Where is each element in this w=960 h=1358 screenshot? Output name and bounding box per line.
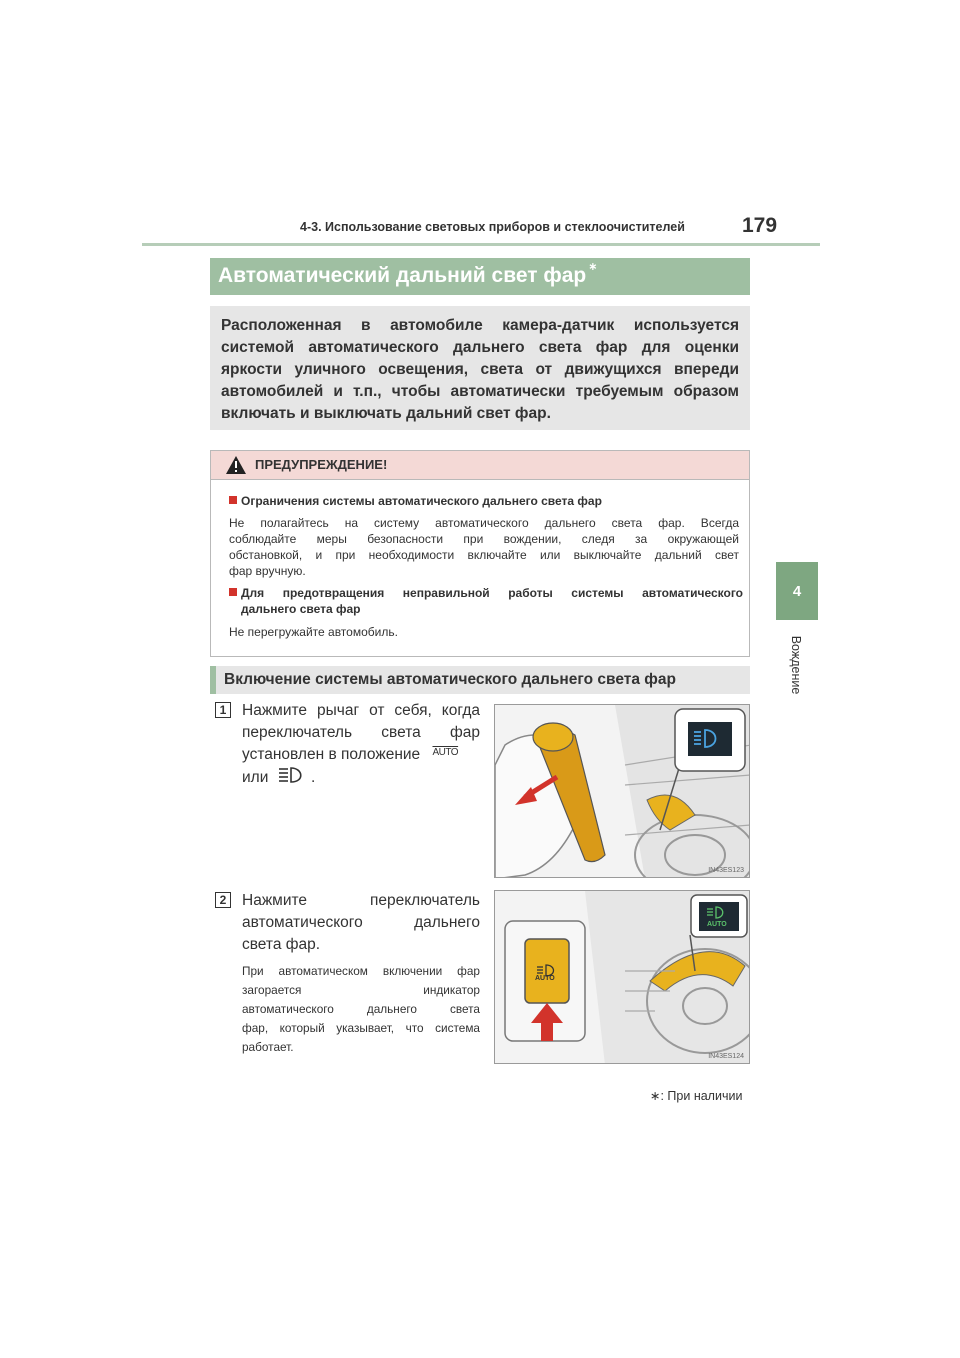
step-1-line: установлен в положение $^{AUTO}$ (242, 746, 459, 763)
warning-text-line: соблюдайте меры безопасности при вождении, следя за окружающей (229, 532, 739, 546)
step-1-line: или . (242, 766, 315, 789)
footnote: ∗: При наличии (650, 1089, 743, 1103)
page-number: 179 (742, 214, 778, 237)
warning-icon (225, 455, 247, 475)
button-illustration (495, 891, 750, 1064)
warning-header (211, 451, 749, 480)
button-label: AUTO (535, 975, 555, 982)
warning-text-line: Не полагайтесь на систему автоматического дальнего света фар. Всегда (229, 516, 739, 530)
step-2-note: При автоматическом включении фар (242, 964, 480, 978)
step-2-line: автоматического дальнего (242, 914, 480, 931)
auto-switch-label: AUTO (432, 747, 459, 758)
warning-box (210, 450, 750, 657)
step-number: 2 (215, 892, 231, 908)
illustration-lever (494, 704, 750, 878)
step-2-line: Нажмите переключатель (242, 892, 480, 909)
step-1-line: переключатель света фар (242, 724, 480, 741)
illustration-button (494, 890, 750, 1064)
step-1-line: Нажмите рычаг от себя, когда (242, 702, 480, 719)
warning-item-heading: Ограничения системы автоматического дальнего света фар (229, 493, 743, 509)
indicator-label: AUTO (707, 921, 727, 928)
warning-text-line: Не перегружайте автомобиль. (229, 625, 398, 639)
bullet-square-icon (229, 588, 237, 596)
step-2-note: загорается индикатор (242, 983, 480, 997)
section-heading: Включение системы автоматического дальнего света фар (210, 666, 750, 694)
step-2-line: света фар. (242, 936, 321, 953)
headlight-icon (277, 766, 307, 784)
intro-paragraph: Расположенная в автомобиле камера-датчик используется системой автоматического дальнего света фар для оценки яркости уличного освещения, света от движущихся впереди автомобилей и т.п., чтобы автоматически требуемым образом включать и выключать дальний свет фар. (210, 306, 750, 430)
image-code: IN43ES123 (708, 867, 744, 874)
chapter-tab[interactable]: 4 (776, 562, 818, 620)
step-number: 1 (215, 702, 231, 718)
warning-heading: ПРЕДУПРЕЖДЕНИЕ! (255, 457, 388, 472)
lever-illustration (495, 705, 750, 878)
bullet-square-icon (229, 496, 237, 504)
page-title: Автоматический дальний свет фар ∗ (210, 258, 750, 295)
step-2-note: фар, который указывает, что система (242, 1021, 480, 1035)
warning-item-heading: Для предотвращения неправильной работы системы автоматического (229, 585, 743, 601)
warning-text-line: фар вручную. (229, 564, 306, 578)
warning-text-line: обстановкой, и при необходимости включайте или выключайте дальний свет (229, 548, 739, 562)
image-code: IN43ES124 (708, 1053, 744, 1060)
step-2-note: работает. (242, 1040, 294, 1054)
title-mark: ∗ (588, 261, 598, 273)
warning-item-heading-cont: дальнего света фар (241, 602, 361, 616)
header-rule (142, 243, 820, 246)
section-title: 4-3. Использование световых приборов и стеклоочистителей (300, 220, 685, 234)
chapter-label: Вождение (789, 635, 803, 695)
step-2-note: автоматического дальнего света (242, 1002, 480, 1016)
